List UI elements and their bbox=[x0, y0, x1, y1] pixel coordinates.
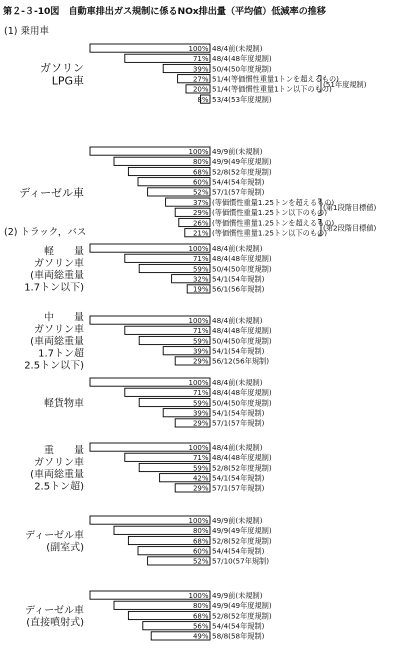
bar-value-label: 100% bbox=[188, 147, 209, 156]
group-label: ディーゼル車 bbox=[25, 605, 84, 617]
bar-value-label: 52% bbox=[192, 557, 209, 566]
bar-period-label: (等価慣性重量1.25トンを超えるもの) bbox=[212, 218, 335, 228]
bar-period-label: 51/4(等価慣性重量1トン以下のもの) bbox=[212, 84, 332, 94]
bar-value-label: 39% bbox=[192, 409, 209, 418]
bar-value-label: 68% bbox=[192, 168, 209, 177]
bar-value-label: 68% bbox=[192, 537, 209, 546]
bracket-label: (第2段階目標値) bbox=[323, 223, 377, 233]
group-label: ディーゼル車 bbox=[25, 530, 84, 542]
group-label: ガソリン bbox=[40, 61, 84, 75]
group-label: 1.7トン超 bbox=[38, 348, 84, 360]
bar-value-label: 71% bbox=[192, 327, 209, 336]
bar-value-label: 71% bbox=[192, 389, 209, 398]
bar-value-label: 49% bbox=[192, 632, 209, 641]
group-label: 軽貨物車 bbox=[44, 398, 84, 410]
bar-value-label: 29% bbox=[192, 209, 209, 218]
group-label: (車両総重量 bbox=[30, 469, 84, 481]
figure-title: 第２-３-10図 自動車排出ガス規制に係るNOx排出量（平均値）低減率の推移 bbox=[3, 6, 326, 17]
group-label: 1.7トン以下) bbox=[24, 282, 84, 294]
group-label: ディーゼル車 bbox=[19, 186, 84, 200]
bar-period-label: 52/8(52年度規制) bbox=[212, 536, 272, 546]
bar-period-label: 48/4(48年度規制) bbox=[212, 326, 272, 336]
bar-period-label: 56/1(56年規制) bbox=[212, 284, 265, 294]
bar-value-label: 29% bbox=[192, 419, 209, 428]
bar-period-label: 52/8(52年度規制) bbox=[212, 463, 272, 473]
group-label: ガソリン車 bbox=[34, 324, 84, 336]
bar-value-label: 8% bbox=[197, 95, 209, 104]
bar-period-label: 54/1(54年規制) bbox=[212, 473, 265, 483]
bar-period-label: 49/9(49年度規制) bbox=[212, 601, 272, 611]
group-label: (車両総重量 bbox=[30, 270, 84, 282]
bar-value-label: 100% bbox=[188, 378, 209, 387]
bar-period-label: (等価慣性重量1.25トン以下のもの) bbox=[212, 208, 328, 218]
bar-value-label: 39% bbox=[192, 65, 209, 74]
group-label: 2.5トン以下) bbox=[24, 360, 84, 372]
bar-value-label: 60% bbox=[192, 178, 209, 187]
bar-period-label: 54/1(54年規制) bbox=[212, 346, 265, 356]
bar-value-label: 59% bbox=[192, 399, 209, 408]
bar-value-label: 100% bbox=[188, 44, 209, 53]
bar-value-label: 19% bbox=[192, 285, 209, 294]
bar-period-label: 57/1(57年規制) bbox=[212, 483, 265, 493]
bar-value-label: 37% bbox=[192, 198, 209, 207]
group-label: (副室式) bbox=[46, 542, 84, 554]
bar-value-label: 39% bbox=[192, 347, 209, 356]
bar-value-label: 80% bbox=[192, 527, 209, 536]
group-label: 2.5トン超) bbox=[34, 481, 84, 493]
bar-value-label: 100% bbox=[188, 244, 209, 253]
bar-value-label: 42% bbox=[192, 474, 209, 483]
bar-value-label: 100% bbox=[188, 316, 209, 325]
bar-period-label: 50/4(50年度規制) bbox=[212, 336, 272, 346]
bar-period-label: 49/9前(未規制) bbox=[212, 515, 263, 525]
bar-period-label: 49/9前(未規制) bbox=[212, 590, 263, 600]
bar-period-label: 50/4(50年度規制) bbox=[212, 64, 272, 74]
bracket-label: (51年度規制) bbox=[323, 79, 367, 89]
bar-period-label: 54/4(54年規制) bbox=[212, 546, 265, 556]
bar-value-label: 100% bbox=[188, 443, 209, 452]
bar-value-label: 71% bbox=[192, 255, 209, 264]
bar-period-label: 50/4(50年度規制) bbox=[212, 398, 272, 408]
bar-period-label: 56/12(56年規制) bbox=[212, 356, 270, 366]
bar-value-label: 71% bbox=[192, 55, 209, 64]
group-label: ガソリン車 bbox=[34, 457, 84, 469]
bar-period-label: 48/4(48年度規制) bbox=[212, 54, 272, 64]
bar-value-label: 59% bbox=[192, 265, 209, 274]
bar-value-label: 59% bbox=[192, 337, 209, 346]
bar-period-label: 48/4(48年度規制) bbox=[212, 453, 272, 463]
bar-period-label: 53/4(53年度規制) bbox=[212, 94, 272, 104]
bar-period-label: 58/8(58年規制) bbox=[212, 631, 265, 641]
bar-period-label: 54/4(54年規制) bbox=[212, 621, 265, 631]
bar-period-label: 48/4前(未規制) bbox=[212, 377, 263, 387]
bar-period-label: 49/9(49年度規制) bbox=[212, 157, 272, 167]
group-label: (車両総重量 bbox=[30, 336, 84, 348]
bar-value-label: 52% bbox=[192, 188, 209, 197]
bar-period-label: 57/10(57年規制) bbox=[212, 556, 270, 566]
bar-period-label: (等価慣性重量1.25トンを超えるもの) bbox=[212, 197, 335, 207]
section-heading: (1) 乗用車 bbox=[4, 26, 49, 37]
bar-value-label: 80% bbox=[192, 158, 209, 167]
bar-value-label: 26% bbox=[192, 219, 209, 228]
bar-period-label: 49/9前(未規制) bbox=[212, 146, 263, 156]
bar-period-label: 48/4(48年度規制) bbox=[212, 388, 272, 398]
bar-value-label: 100% bbox=[188, 516, 209, 525]
bar-value-label: 71% bbox=[192, 454, 209, 463]
bar-period-label: 48/4(48年度規制) bbox=[212, 254, 272, 264]
bar-value-label: 29% bbox=[192, 357, 209, 366]
bar-period-label: 54/1(54年規制) bbox=[212, 408, 265, 418]
bar-period-label: 50/4(50年度規制) bbox=[212, 264, 272, 274]
bar-period-label: 54/1(54年規制) bbox=[212, 274, 265, 284]
bar-period-label: 51/4(等価慣性重量1トンを超えるもの) bbox=[212, 74, 339, 84]
bar-value-label: 20% bbox=[192, 85, 209, 94]
group-label: 重 量 bbox=[44, 445, 84, 457]
bar-period-label: 54/4(54年規制) bbox=[212, 177, 265, 187]
group-label: 軽 量 bbox=[44, 246, 84, 258]
bar-value-label: 80% bbox=[192, 602, 209, 611]
bar-period-label: 52/8(52年度規制) bbox=[212, 611, 272, 621]
bar-value-label: 100% bbox=[188, 591, 209, 600]
section-heading: (2) トラック，バス bbox=[4, 227, 87, 238]
bar-period-label: 49/9(49年度規制) bbox=[212, 526, 272, 536]
bracket-label: (第1段階目標値) bbox=[323, 203, 377, 213]
group-label: (直接噴射式) bbox=[26, 617, 84, 629]
bar-value-label: 29% bbox=[192, 484, 209, 493]
bar-period-label: 52/8(52年度規制) bbox=[212, 167, 272, 177]
bar-period-label: 57/1(57年規制) bbox=[212, 418, 265, 428]
bar-period-label: 48/4前(未規制) bbox=[212, 442, 263, 452]
bar-period-label: 57/1(57年規制) bbox=[212, 187, 265, 197]
bar-period-label: 48/4前(未規制) bbox=[212, 243, 263, 253]
bar-value-label: 27% bbox=[192, 75, 209, 84]
group-label: ガソリン車 bbox=[34, 258, 84, 270]
group-label: 中 量 bbox=[44, 312, 84, 324]
bar-period-label: 48/4前(未規制) bbox=[212, 43, 263, 53]
bar-value-label: 68% bbox=[192, 612, 209, 621]
bar-value-label: 56% bbox=[192, 622, 209, 631]
bar-period-label: 48/4前(未規制) bbox=[212, 315, 263, 325]
bar-value-label: 32% bbox=[192, 275, 209, 284]
bar-value-label: 21% bbox=[192, 229, 209, 238]
group-label: LPG車 bbox=[51, 74, 84, 88]
bar-value-label: 59% bbox=[192, 464, 209, 473]
bar-value-label: 60% bbox=[192, 547, 209, 556]
bar-period-label: (等価慣性重量1.25トン以下のもの) bbox=[212, 228, 328, 238]
